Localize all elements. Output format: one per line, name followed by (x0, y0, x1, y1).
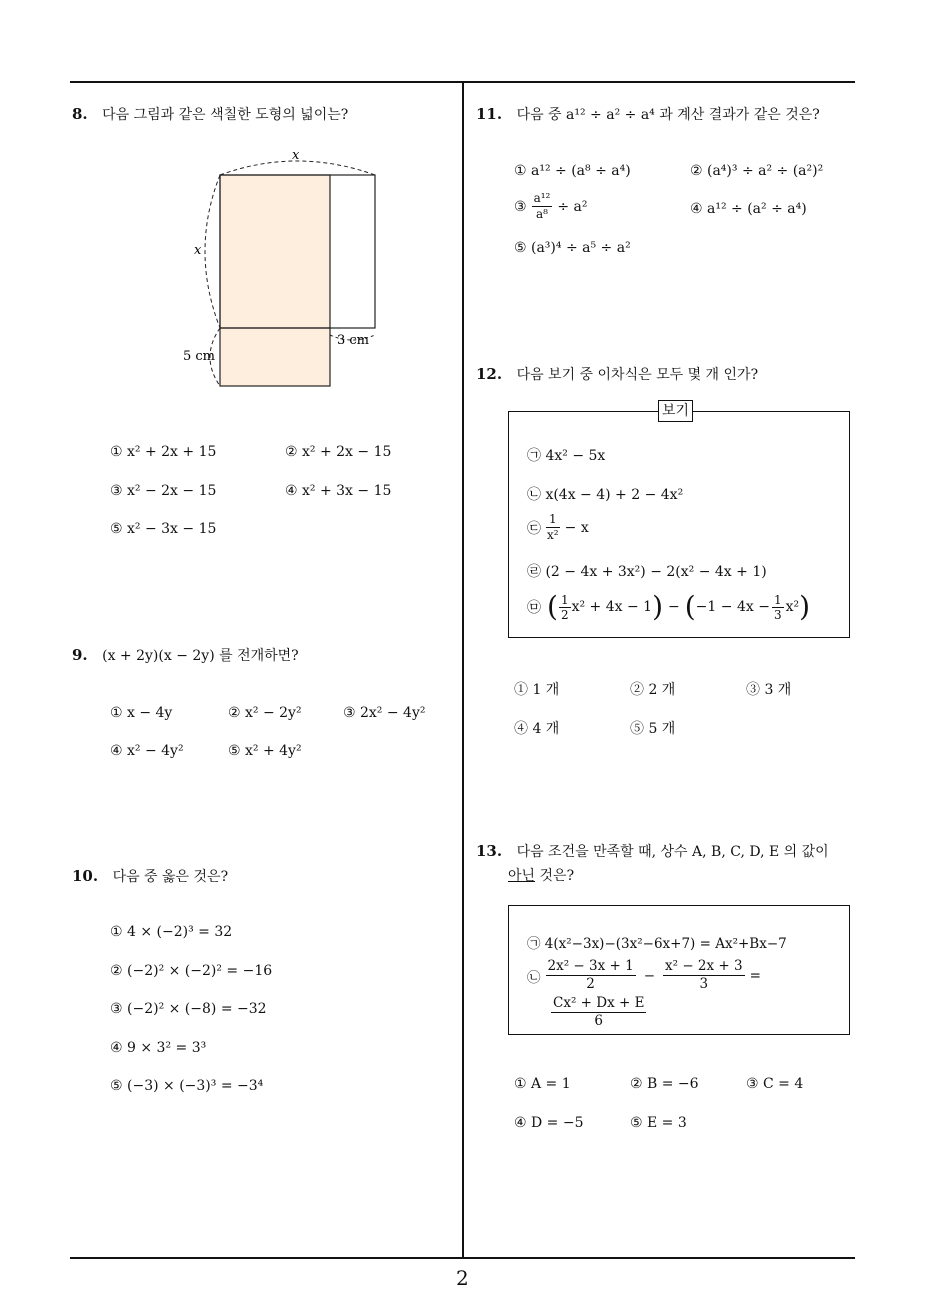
question-emphasis: 아닌 (508, 868, 536, 884)
fraction-denominator: 6 (594, 1013, 604, 1029)
fraction (551, 995, 646, 1030)
right-paren: ) (799, 590, 811, 623)
q12-item-3 (527, 512, 589, 543)
option-marker: ③ (514, 198, 527, 215)
q8-option-5[interactable]: ⑤ x² − 3x − 15 (110, 521, 217, 537)
q13-condition-2 (527, 958, 761, 993)
fraction-numerator: a¹² (533, 191, 551, 205)
equals-sign: = (749, 967, 761, 984)
q10-option-2[interactable]: ② (−2)² × (−2)² = −16 (110, 963, 273, 979)
q13-option-4[interactable]: ④ D = −5 (514, 1115, 584, 1131)
fraction-denominator: 3 (773, 607, 782, 622)
example-box-label: 보기 (658, 400, 693, 422)
q12-option-3[interactable]: ③ 3 개 (746, 682, 792, 698)
fraction-numerator: 1 (560, 592, 569, 607)
term: −1 − 4x − (695, 599, 770, 615)
shaded-region (220, 175, 330, 386)
q8-option-4[interactable]: ④ x² + 3x − 15 (285, 483, 392, 499)
brace-top (220, 161, 375, 175)
q11-option-3[interactable] (514, 191, 587, 222)
fraction (663, 958, 745, 993)
question-text: 다음 중 옳은 것은? (112, 869, 229, 885)
fraction-denominator: 3 (699, 976, 709, 992)
question-11 (476, 104, 820, 124)
label-3cm: 3 cm (337, 333, 370, 348)
q11-option-1[interactable]: ① a¹² ÷ (a⁸ ÷ a⁴) (514, 163, 631, 179)
fraction-numerator: 1 (546, 512, 560, 528)
fraction-denominator: 2 (586, 976, 595, 992)
question-line-1 (476, 841, 866, 861)
minus-sign: − (643, 967, 656, 984)
question-8 (72, 104, 348, 124)
question-line-2 (508, 865, 866, 885)
q9-option-1[interactable]: ① x − 4y (110, 705, 173, 721)
item-marker: ㉢ (527, 520, 541, 537)
fraction (559, 593, 571, 622)
item-marker: ㉤ (527, 600, 541, 616)
fraction-denominator: a⁸ (535, 207, 548, 221)
fraction (532, 191, 553, 222)
q8-option-1[interactable]: ① x² + 2x + 15 (110, 444, 217, 460)
q9-option-3[interactable]: ③ 2x² − 4y² (343, 705, 426, 721)
q11-option-2[interactable]: ② (a⁴)³ ÷ a² ÷ (a²)² (690, 163, 824, 179)
q13-option-5[interactable]: ⑤ E = 3 (630, 1115, 687, 1131)
q8-figure (180, 145, 400, 395)
q9-option-2[interactable]: ② x² − 2y² (228, 705, 302, 721)
q13-option-3[interactable]: ③ C = 4 (746, 1076, 804, 1092)
question-10 (72, 866, 228, 886)
fraction-denominator: x² (547, 528, 559, 542)
q13-option-2[interactable]: ② B = −6 (630, 1076, 699, 1092)
fraction (772, 593, 784, 622)
left-paren: ( (684, 590, 696, 623)
item-rest: − x (564, 519, 589, 536)
q12-option-2[interactable]: ② 2 개 (630, 682, 676, 698)
label-x-top: x (292, 148, 300, 163)
q11-option-5[interactable]: ⑤ (a³)⁴ ÷ a⁵ ÷ a² (514, 240, 631, 256)
q12-option-4[interactable]: ④ 4 개 (514, 721, 560, 737)
question-number: 8. (72, 105, 88, 123)
fraction-denominator: 2 (560, 607, 569, 622)
question-number: 10. (72, 867, 99, 885)
question-text: 다음 조건을 만족할 때, 상수 A, B, C, D, E 의 값이 (516, 844, 829, 860)
column-divider (462, 81, 464, 1258)
question-number: 11. (476, 105, 503, 123)
q12-item-4: ㉣ (2 − 4x + 3x²) − 2(x² − 4x + 1) (527, 564, 767, 580)
q8-option-3[interactable]: ③ x² − 2x − 15 (110, 483, 217, 499)
q9-option-5[interactable]: ⑤ x² + 4y² (228, 743, 302, 759)
question-9 (72, 645, 299, 665)
minus-sign: − (668, 599, 680, 615)
term: x² (785, 599, 800, 615)
q12-option-5[interactable]: ⑤ 5 개 (630, 721, 676, 737)
term: x² + 4x − 1 (571, 599, 653, 615)
q13-condition-2-result (551, 995, 646, 1030)
q13-option-1[interactable]: ① A = 1 (514, 1076, 571, 1092)
q10-option-5[interactable]: ⑤ (−3) × (−3)³ = −3⁴ (110, 1078, 264, 1094)
question-text-rest: 것은? (539, 868, 575, 884)
q10-option-1[interactable]: ① 4 × (−2)³ = 32 (110, 924, 233, 940)
q8-option-2[interactable]: ② x² + 2x − 15 (285, 444, 392, 460)
fraction-numerator: x² − 2x + 3 (665, 958, 743, 974)
option-rest: ÷ a² (557, 198, 588, 215)
fraction-numerator: Cx² + Dx + E (553, 995, 645, 1011)
fraction-numerator: 1 (773, 592, 782, 607)
right-paren: ) (652, 590, 663, 623)
page-number: 2 (456, 1266, 469, 1290)
q12-item-1: ㉠ 4x² − 5x (527, 448, 606, 464)
question-text: 다음 중 a¹² ÷ a² ÷ a⁴ 과 계산 결과가 같은 것은? (516, 107, 820, 123)
question-text: (x + 2y)(x − 2y) 를 전개하면? (102, 648, 299, 664)
left-paren: ( (547, 590, 558, 623)
question-number: 12. (476, 365, 503, 383)
question-13 (476, 841, 866, 885)
label-x-left: x (194, 243, 202, 258)
question-text: 다음 그림과 같은 색칠한 도형의 넓이는? (102, 107, 349, 123)
q12-option-1[interactable]: ① 1 개 (514, 682, 560, 698)
q10-option-3[interactable]: ③ (−2)² × (−8) = −32 (110, 1001, 267, 1017)
q12-item-5 (527, 592, 810, 622)
fraction-numerator: 2x² − 3x + 1 (547, 958, 634, 974)
brace-left (205, 175, 220, 328)
q9-option-4[interactable]: ④ x² − 4y² (110, 743, 184, 759)
question-number: 9. (72, 646, 88, 664)
fraction (546, 512, 560, 543)
fraction (546, 958, 636, 993)
question-number: 13. (476, 842, 503, 860)
q12-item-2: ㉡ x(4x − 4) + 2 − 4x² (527, 487, 684, 503)
question-text: 다음 보기 중 이차식은 모두 몇 개 인가? (516, 367, 759, 383)
item-marker: ㉡ (527, 969, 541, 986)
q11-option-4[interactable]: ④ a¹² ÷ (a² ÷ a⁴) (690, 201, 807, 217)
q10-option-4[interactable]: ④ 9 × 3² = 3³ (110, 1040, 207, 1056)
label-5cm: 5 cm (183, 349, 216, 364)
q13-condition-1: ㉠ 4(x²−3x)−(3x²−6x+7) = Ax²+Bx−7 (527, 936, 787, 952)
question-12 (476, 364, 758, 384)
